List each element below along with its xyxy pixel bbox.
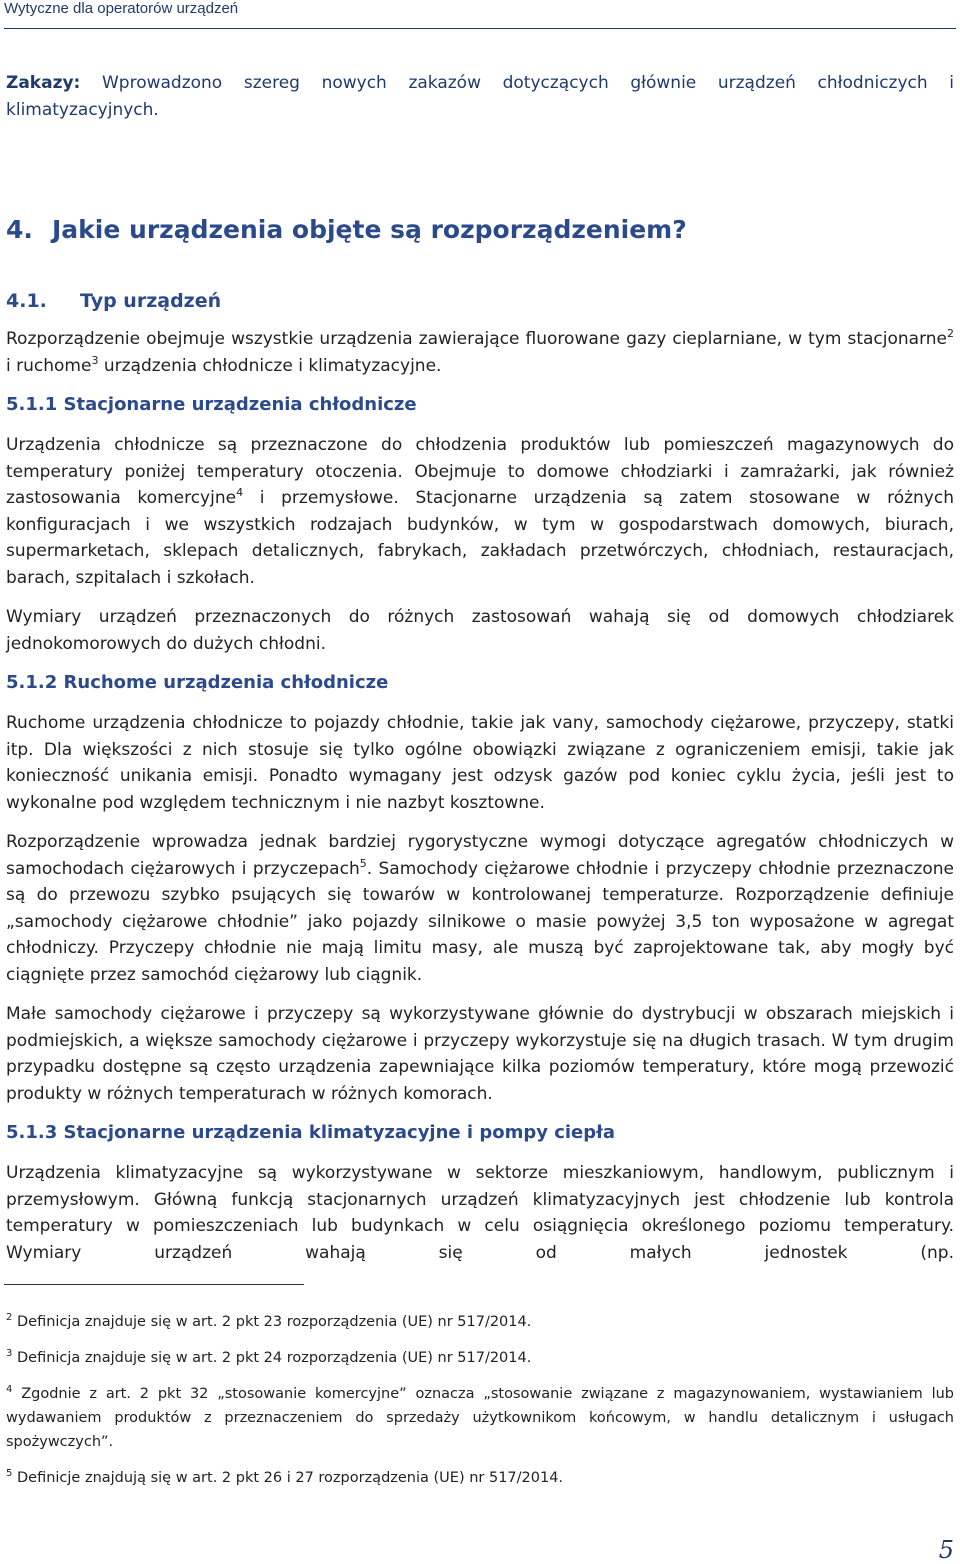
footnote-ref-5[interactable]: 5 [359,856,367,870]
footnote-ref-2[interactable]: 2 [947,327,954,340]
section-5-1-2-paragraph-2 [6,829,954,988]
section-5-1-2-paragraph-3: Małe samochody ciężarowe i przyczepy są wykorzystywane głównie do dystrybucji w obszarach miejskich i podmiejskich, a większe samochody ciężarowe i przyczepy wykorzystuje się na długich trasach. W tym drugim przypadku dostępne są często urządzenia zapewniające kilka poziomów temperatury, które mogą przewozić produkty w różnych temperaturach w różnych komorach. [6,1004,954,1104]
footnote-text: Definicja znajduje się w art. 2 pkt 24 rozporządzenia (UE) nr 517/2014. [12,1350,532,1366]
footnote-number: 3 [6,1348,13,1359]
intro-label: Zakazy: [6,73,81,93]
intro-paragraph [6,70,954,123]
footnote-5 [6,1466,954,1490]
paragraph-text: Urządzenia chłodnicze są przeznaczone do chłodzenia produktów lub pomieszczeń magazynowych do temperatury poniżej temperatury otoczenia. Obejmuje to domowe chłodziarki i zamrażarki, jak również zastosowania komercyjne [6,435,954,508]
section-4-number: 4. [6,215,33,244]
footnote-ref-4[interactable]: 4 [236,486,244,499]
paragraph-text: i przemysłowe. Stacjonarne urządzenia są zatem stosowane w różnych konfiguracjach i we wszystkich rodzajach budynków, w tym w gospodarstwach domowych, biurach, supermarketach, sklepach detalicznych, fabrykach, zakładach przetwórczych, chłodniach, restauracjach, barach, szpitalach i szkołach. [6,488,954,588]
section-4-1-title: Typ urządzeń [80,290,222,312]
section-4-1-number: 4.1. [6,290,47,312]
section-5-1-2-heading: 5.1.2 Ruchome urządzenia chłodnicze [6,672,389,693]
intro-text: Wprowadzono szereg nowych zakazów dotyczących głównie urządzeń chłodniczych i klimatyzacyjnych. [6,73,954,120]
paragraph-text: i ruchome [6,355,92,376]
footnote-number: 2 [6,1312,13,1323]
footnote-2 [6,1310,954,1334]
page-number: 5 [938,1536,954,1564]
footnote-4 [6,1382,954,1454]
section-4-1-heading [6,288,221,314]
section-5-1-1-paragraph-2: Wymiary urządzeń przeznaczonych do różnych zastosowań wahają się od domowych chłodziarek jednokomorowych do dużych chłodni. [6,607,954,654]
footnote-number: 4 [6,1384,13,1395]
section-4-1-paragraph [6,326,954,379]
paragraph-text: Rozporządzenie obejmuje wszystkie urządzenia zawierające fluorowane gazy cieplarniane, w tym stacjonarne [6,329,947,349]
paragraph-text: . Samochody ciężarowe chłodnie i przyczepy chłodnie przeznaczone są do przewozu szybko psujących się towarów w kontrolowanej temperaturze. Rozporządzenie definiuje „samochody ciężarowe chłodnie” jako pojazdy silnikowe o masie powyżej 3,5 ton wyposażone w agregat chłodniczy. Przyczepy chłodnie nie mają limitu masy, ale muszą być zaprojektowane tak, aby mogły być ciągnięte przez samochód ciężarowy lub ciągnik. [6,858,954,985]
footnote-text: Zgodnie z art. 2 pkt 32 „stosowanie komercyjne” oznacza „stosowanie związane z magazynowaniem, wystawianiem lub wydawaniem produktów z przeznaczeniem do sprzedaży użytkownikom końcowym, w handlu detalicznym i usługach spożywczych”. [6,1386,954,1450]
paragraph-text: Rozporządzenie wprowadza jednak bardziej rygorystyczne wymogi dotyczące agregatów chłodniczych w samochodach ciężarowych i przyczepach [6,832,954,879]
page-content [6,70,954,1263]
body-flow [6,326,954,1279]
section-5-1-1-heading: 5.1.1 Stacjonarne urządzenia chłodnicze [6,394,417,415]
section-4-title: Jakie urządzenia objęte są rozporządzeniem? [52,215,687,244]
footnote-text: Definicja znajduje się w art. 2 pkt 23 rozporządzenia (UE) nr 517/2014. [12,1314,532,1330]
paragraph-text: urządzenia chłodnicze i klimatyzacyjne. [98,355,442,376]
section-4-heading [6,214,687,246]
section-5-1-1-paragraph-1 [6,432,954,591]
footnote-number: 5 [6,1468,13,1479]
footnote-ref-3[interactable]: 3 [91,353,99,367]
section-5-1-3-paragraph-1: Urządzenia klimatyzacyjne są wykorzystywane w sektorze mieszkaniowym, handlowym, publicznym i przemysłowym. Główną funkcją stacjonarnych urządzeń klimatyzacyjnych jest chłodzenie lub kontrola temperatury w pomieszczeniach lub budynkach w celu osiągnięcia określonego poziomu temperatury. Wymiary urządzeń wahają się od małych jednostek (np. [6,1163,954,1263]
section-5-1-2-paragraph-1: Ruchome urządzenia chłodnicze to pojazdy chłodnie, takie jak vany, samochody ciężarowe, przyczepy, statki itp. Dla większości z nich stosuje się tylko ogólne obowiązki związane z ograniczeniem emisji, takie jak konieczność unikania emisji. Ponadto wymagany jest odzysk gazów pod koniec cyklu życia, jeśli jest to wykonalne pod względem technicznym i nie nazbyt kosztowne. [6,713,954,813]
footnote-separator [4,1284,304,1285]
header-rule [4,28,956,29]
footnote-3 [6,1346,954,1370]
running-header: Wytyczne dla operatorów urządzeń [4,0,239,17]
section-5-1-3-heading: 5.1.3 Stacjonarne urządzenia klimatyzacyjne i pompy ciepła [6,1122,615,1143]
footnotes [6,1310,954,1502]
footnote-text: Definicje znajdują się w art. 2 pkt 26 i 27 rozporządzenia (UE) nr 517/2014. [12,1470,564,1486]
